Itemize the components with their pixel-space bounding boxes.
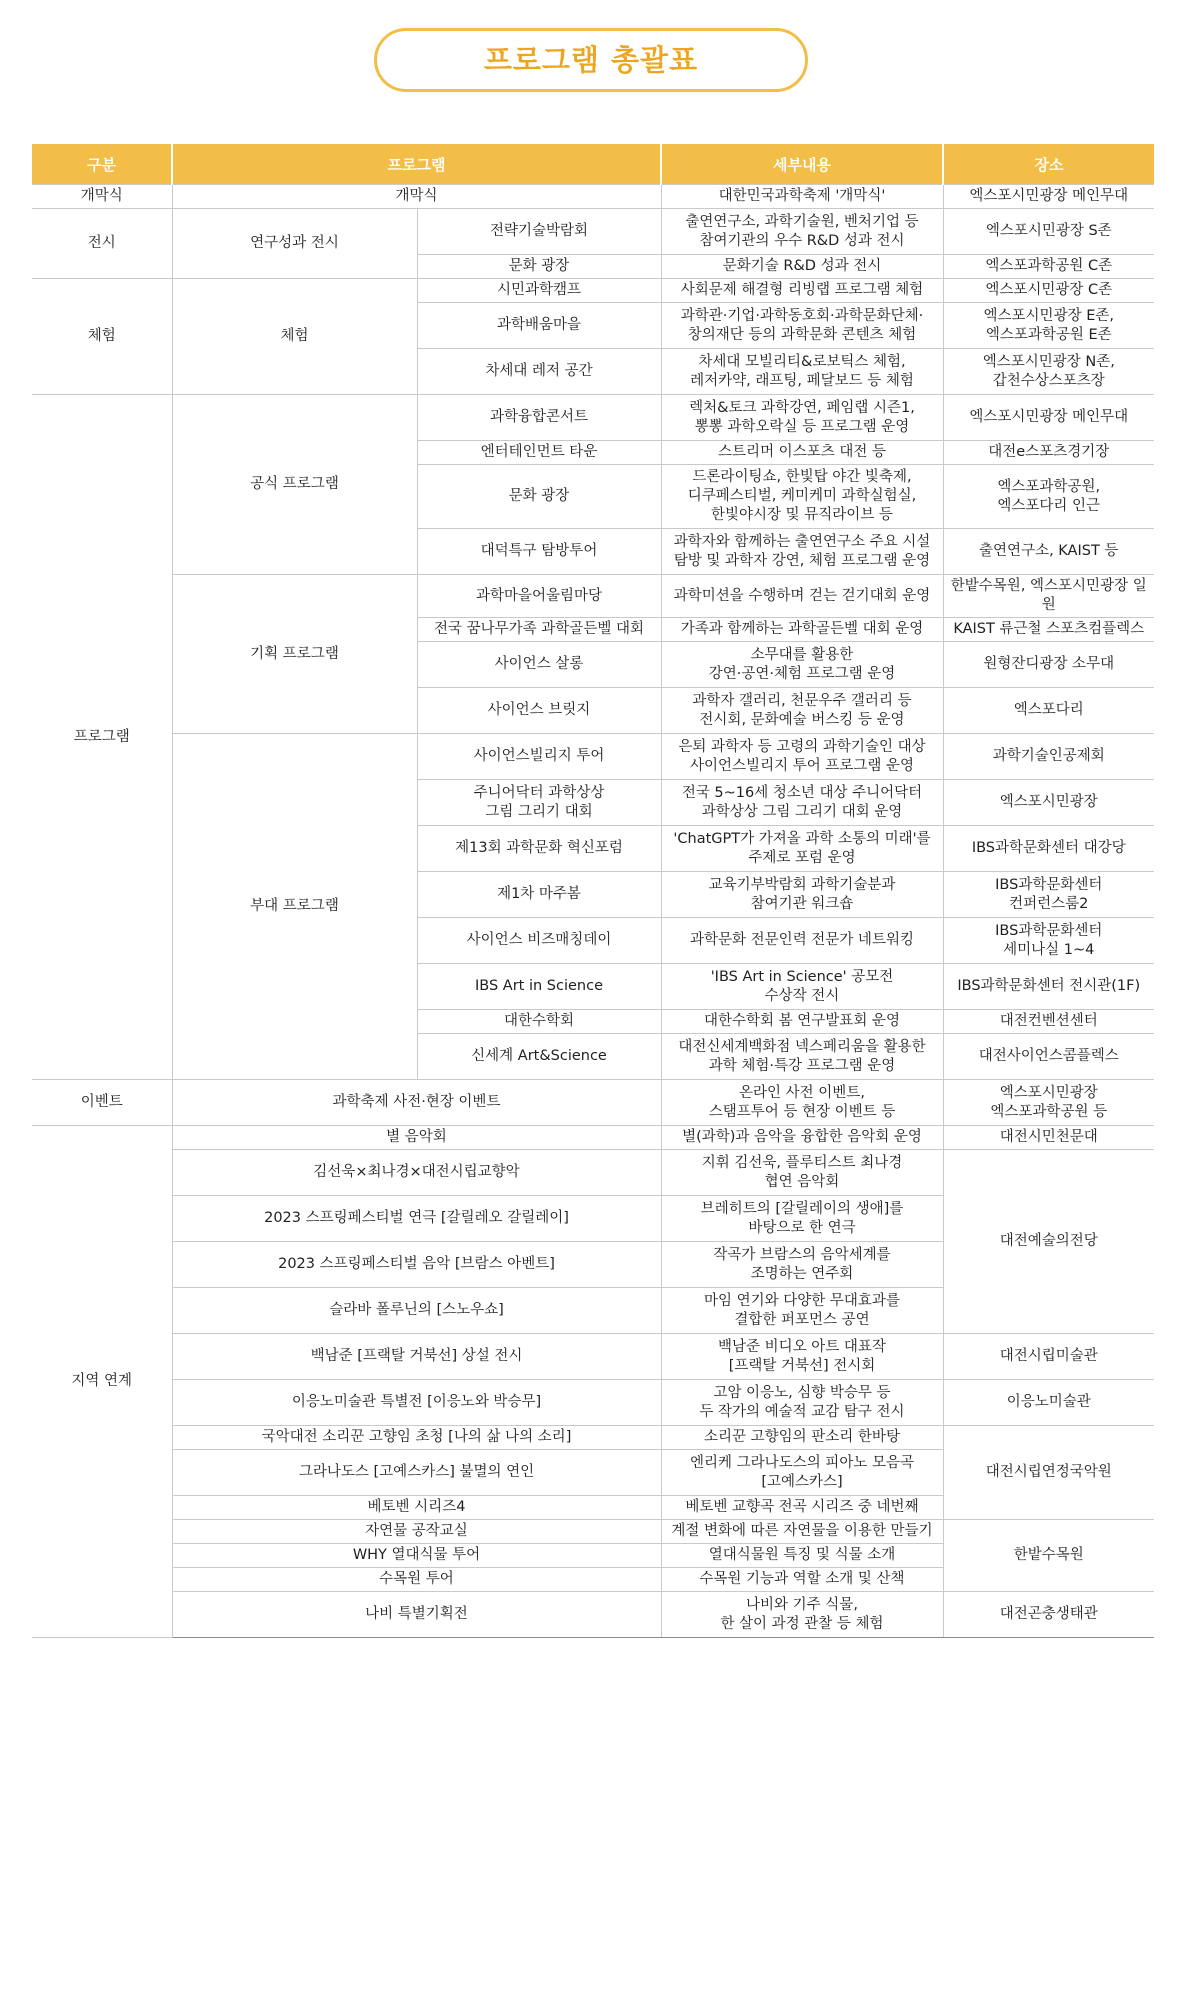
program-cell: 그라나도스 [고예스카스] 불멸의 연인	[172, 1450, 661, 1496]
venue-cell: IBS과학문화센터 컨퍼런스룸2	[943, 872, 1154, 918]
group-cell: 부대 프로그램	[172, 734, 417, 1080]
table-row	[32, 1080, 1154, 1126]
program-cell: 과학배움마을	[417, 303, 661, 349]
program-cell: 사이언스빌리지 투어	[417, 734, 661, 780]
table-row	[32, 185, 1154, 209]
venue-cell: 엑스포시민광장 N존, 갑천수상스포츠장	[943, 349, 1154, 395]
detail-cell: 나비와 기주 식물, 한 살이 과정 관찰 등 체험	[661, 1592, 943, 1638]
venue-cell: 엑스포시민광장 C존	[943, 279, 1154, 303]
table-row	[32, 1334, 1154, 1380]
venue-cell: 엑스포과학공원, 엑스포다리 인근	[943, 465, 1154, 529]
program-cell: 전략기술박람회	[417, 209, 661, 255]
detail-cell: 대한수학회 봄 연구발표회 운영	[661, 1010, 943, 1034]
venue-cell: 엑스포다리	[943, 688, 1154, 734]
program-cell: 과학융합콘서트	[417, 395, 661, 441]
program-cell: 문화 광장	[417, 465, 661, 529]
header-category: 구분	[32, 144, 172, 185]
program-cell: 백남준 [프랙탈 거북선] 상설 전시	[172, 1334, 661, 1380]
program-cell: 김선욱×최나경×대전시립교향악	[172, 1150, 661, 1196]
detail-cell: 과학미션을 수행하며 걷는 걷기대회 운영	[661, 575, 943, 618]
program-cell: 시민과학캠프	[417, 279, 661, 303]
program-cell: 수목원 투어	[172, 1568, 661, 1592]
table-row	[32, 575, 1154, 618]
venue-cell: 엑스포시민광장 메인무대	[943, 185, 1154, 209]
venue-cell: 대전컨벤션센터	[943, 1010, 1154, 1034]
header-venue: 장소	[943, 144, 1154, 185]
venue-cell: 대전시립미술관	[943, 1334, 1154, 1380]
program-cell: 사이언스 브릿지	[417, 688, 661, 734]
program-cell: IBS Art in Science	[417, 964, 661, 1010]
program-cell: 슬라바 폴루닌의 [스노우쇼]	[172, 1288, 661, 1334]
detail-cell: 출연연구소, 과학기술원, 벤처기업 등 참여기관의 우수 R&D 성과 전시	[661, 209, 943, 255]
category-cell: 이벤트	[32, 1080, 172, 1126]
detail-cell: 드론라이팅쇼, 한빛탑 야간 빛축제, 디쿠페스티벌, 케미케미 과학실험실, 한빛야시장 및 뮤직라이브 등	[661, 465, 943, 529]
venue-cell: 과학기술인공제회	[943, 734, 1154, 780]
program-cell: 이응노미술관 특별전 [이응노와 박승무]	[172, 1380, 661, 1426]
detail-cell: 렉처&토크 과학강연, 페임랩 시즌1, 뽕뽕 과학오락실 등 프로그램 운영	[661, 395, 943, 441]
detail-cell: 온라인 사전 이벤트, 스탬프투어 등 현장 이벤트 등	[661, 1080, 943, 1126]
table-row	[32, 279, 1154, 303]
program-cell: 자연물 공작교실	[172, 1520, 661, 1544]
detail-cell: 열대식물원 특징 및 식물 소개	[661, 1544, 943, 1568]
program-cell: 과학축제 사전·현장 이벤트	[172, 1080, 661, 1126]
program-cell: 나비 특별기획전	[172, 1592, 661, 1638]
venue-cell: 엑스포시민광장	[943, 780, 1154, 826]
venue-cell: 한밭수목원, 엑스포시민광장 일원	[943, 575, 1154, 618]
venue-cell: IBS과학문화센터 전시관(1F)	[943, 964, 1154, 1010]
program-cell: 2023 스프링페스티벌 음악 [브람스 아벤트]	[172, 1242, 661, 1288]
group-cell: 공식 프로그램	[172, 395, 417, 575]
venue-cell: 엑스포과학공원 C존	[943, 255, 1154, 279]
venue-cell: 대전e스포츠경기장	[943, 441, 1154, 465]
detail-cell: 브레히트의 [갈릴레이의 생애]를 바탕으로 한 연극	[661, 1196, 943, 1242]
venue-cell: 대전시립연정국악원	[943, 1426, 1154, 1520]
program-summary-table	[32, 144, 1154, 1638]
table-row	[32, 209, 1154, 255]
program-cell: 대덕특구 탐방투어	[417, 529, 661, 575]
detail-cell: 마임 연기와 다양한 무대효과를 결합한 퍼포먼스 공연	[661, 1288, 943, 1334]
detail-cell: 문화기술 R&D 성과 전시	[661, 255, 943, 279]
table-row	[32, 734, 1154, 780]
detail-cell: 차세대 모빌리티&로보틱스 체험, 레저카약, 래프팅, 페달보드 등 체험	[661, 349, 943, 395]
detail-cell: 'ChatGPT가 가져올 과학 소통의 미래'를 주제로 포럼 운영	[661, 826, 943, 872]
venue-cell: 엑스포시민광장 S존	[943, 209, 1154, 255]
detail-cell: 사회문제 해결형 리빙랩 프로그램 체험	[661, 279, 943, 303]
venue-cell: 한밭수목원	[943, 1520, 1154, 1592]
program-cell: 신세계 Art&Science	[417, 1034, 661, 1080]
category-cell: 전시	[32, 209, 172, 279]
venue-cell: 이응노미술관	[943, 1380, 1154, 1426]
detail-cell: 대한민국과학축제 '개막식'	[661, 185, 943, 209]
venue-cell: 대전사이언스콤플렉스	[943, 1034, 1154, 1080]
program-cell: 사이언스 비즈매칭데이	[417, 918, 661, 964]
detail-cell: 과학관·기업·과학동호회·과학문화단체· 창의재단 등의 과학문화 콘텐츠 체험	[661, 303, 943, 349]
venue-cell: 원형잔디광장 소무대	[943, 642, 1154, 688]
detail-cell: 백남준 비디오 아트 대표작 [프랙탈 거북선] 전시회	[661, 1334, 943, 1380]
program-cell: 전국 꿈나무가족 과학골든벨 대회	[417, 618, 661, 642]
table-row	[32, 1126, 1154, 1150]
detail-cell: 과학문화 전문인력 전문가 네트워킹	[661, 918, 943, 964]
table-row	[32, 1426, 1154, 1450]
detail-cell: 지휘 김선욱, 플루티스트 최나경 협연 음악회	[661, 1150, 943, 1196]
program-cell: 제1차 마주봄	[417, 872, 661, 918]
detail-cell: 전국 5~16세 청소년 대상 주니어닥터 과학상상 그림 그리기 대회 운영	[661, 780, 943, 826]
detail-cell: 별(과학)과 음악을 융합한 음악회 운영	[661, 1126, 943, 1150]
table-row	[32, 1380, 1154, 1426]
group-cell: 기획 프로그램	[172, 575, 417, 734]
table-row	[32, 1150, 1154, 1196]
detail-cell: 소리꾼 고향임의 판소리 한바탕	[661, 1426, 943, 1450]
venue-cell: 대전시민천문대	[943, 1126, 1154, 1150]
detail-cell: 'IBS Art in Science' 공모전 수상작 전시	[661, 964, 943, 1010]
program-cell: 사이언스 살롱	[417, 642, 661, 688]
detail-cell: 대전신세계백화점 넥스페리움을 활용한 과학 체험·특강 프로그램 운영	[661, 1034, 943, 1080]
header-detail: 세부내용	[661, 144, 943, 185]
program-cell: 문화 광장	[417, 255, 661, 279]
header-row	[32, 144, 1154, 185]
category-cell: 프로그램	[32, 395, 172, 1080]
detail-cell: 소무대를 활용한 강연·공연·체험 프로그램 운영	[661, 642, 943, 688]
detail-cell: 계절 변화에 따른 자연물을 이용한 만들기	[661, 1520, 943, 1544]
detail-cell: 과학자 갤러리, 천문우주 갤러리 등 전시회, 문화예술 버스킹 등 운영	[661, 688, 943, 734]
venue-cell: 엑스포시민광장 엑스포과학공원 등	[943, 1080, 1154, 1126]
group-cell: 연구성과 전시	[172, 209, 417, 279]
venue-cell: IBS과학문화센터 대강당	[943, 826, 1154, 872]
program-cell: 엔터테인먼트 타운	[417, 441, 661, 465]
header-program: 프로그램	[172, 144, 661, 185]
table-row	[32, 395, 1154, 441]
title-banner	[0, 28, 1182, 92]
venue-cell: 엑스포시민광장 E존, 엑스포과학공원 E존	[943, 303, 1154, 349]
table-row	[32, 1520, 1154, 1544]
program-cell: 주니어닥터 과학상상 그림 그리기 대회	[417, 780, 661, 826]
detail-cell: 작곡가 브람스의 음악세계를 조명하는 연주회	[661, 1242, 943, 1288]
category-cell: 개막식	[32, 185, 172, 209]
program-cell: 국악대전 소리꾼 고향임 초청 [나의 삶 나의 소리]	[172, 1426, 661, 1450]
detail-cell: 고암 이응노, 심향 박승무 등 두 작가의 예술적 교감 탐구 전시	[661, 1380, 943, 1426]
venue-cell: 대전예술의전당	[943, 1150, 1154, 1334]
program-cell: 대한수학회	[417, 1010, 661, 1034]
program-cell: 제13회 과학문화 혁신포럼	[417, 826, 661, 872]
venue-cell: KAIST 류근철 스포츠컴플렉스	[943, 618, 1154, 642]
program-cell: 베토벤 시리즈4	[172, 1496, 661, 1520]
program-cell: WHY 열대식물 투어	[172, 1544, 661, 1568]
detail-cell: 가족과 함께하는 과학골든벨 대회 운영	[661, 618, 943, 642]
detail-cell: 교육기부박람회 과학기술분과 참여기관 워크숍	[661, 872, 943, 918]
detail-cell: 과학자와 함께하는 출연연구소 주요 시설 탐방 및 과학자 강연, 체험 프로그램 운영	[661, 529, 943, 575]
program-cell: 차세대 레저 공간	[417, 349, 661, 395]
page-title: 프로그램 총괄표	[374, 28, 808, 92]
venue-cell: 엑스포시민광장 메인무대	[943, 395, 1154, 441]
detail-cell: 은퇴 과학자 등 고령의 과학기술인 대상 사이언스빌리지 투어 프로그램 운영	[661, 734, 943, 780]
venue-cell: 출연연구소, KAIST 등	[943, 529, 1154, 575]
category-cell: 지역 연계	[32, 1126, 172, 1638]
group-cell: 체험	[172, 279, 417, 395]
detail-cell: 베토벤 교향곡 전곡 시리즈 중 네번째	[661, 1496, 943, 1520]
detail-cell: 스트리머 이스포츠 대전 등	[661, 441, 943, 465]
detail-cell: 엔리케 그라나도스의 피아노 모음곡 [고예스카스]	[661, 1450, 943, 1496]
venue-cell: 대전곤충생태관	[943, 1592, 1154, 1638]
venue-cell: IBS과학문화센터 세미나실 1~4	[943, 918, 1154, 964]
program-cell: 2023 스프링페스티벌 연극 [갈릴레오 갈릴레이]	[172, 1196, 661, 1242]
category-cell: 체험	[32, 279, 172, 395]
program-cell: 별 음악회	[172, 1126, 661, 1150]
detail-cell: 수목원 기능과 역할 소개 및 산책	[661, 1568, 943, 1592]
program-cell: 과학마을어울림마당	[417, 575, 661, 618]
table-row	[32, 1592, 1154, 1638]
program-cell: 개막식	[172, 185, 661, 209]
